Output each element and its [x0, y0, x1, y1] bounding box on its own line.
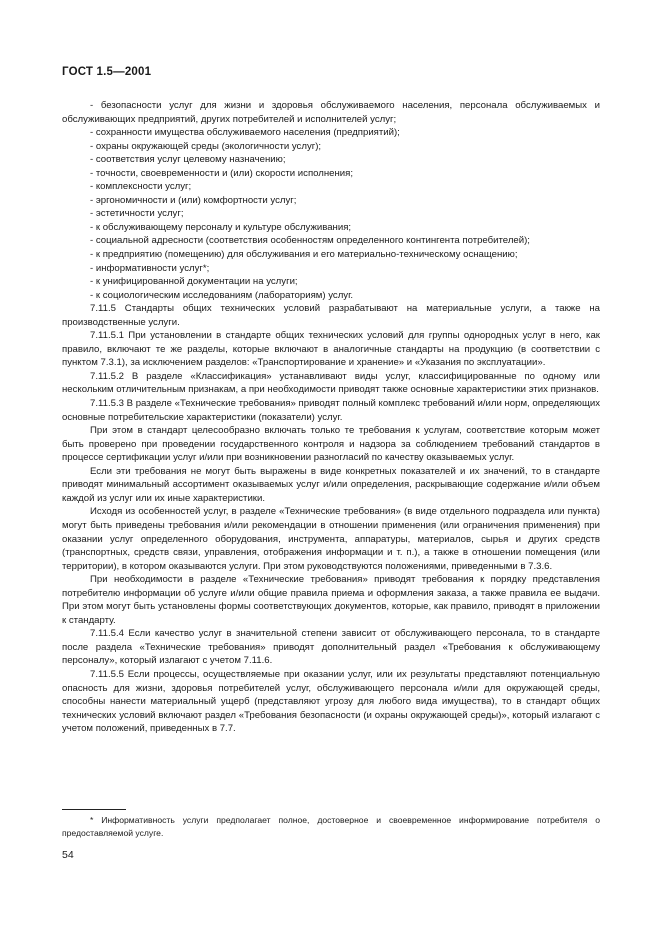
- paragraph: - эстетичности услуг;: [90, 208, 184, 220]
- paragraph: - к унифицированной документации на услуги;: [90, 276, 298, 288]
- footnote: * Информативность услуги предполагает полное, достоверное и своевременное информирование потребителя о предоставляемой услуге.: [62, 815, 600, 838]
- paragraph: - комплексности услуг;: [90, 181, 192, 193]
- footnote-divider: [62, 809, 126, 810]
- paragraph: - к предприятию (помещению) для обслуживания и его материально-техническому оснащению;: [90, 249, 518, 261]
- paragraph: - безопасности услуг для жизни и здоровья обслуживаемого населения, персонала обслуживаемых и обслуживающих предприятий, других потребителей и исполнителей услуг;: [62, 100, 600, 125]
- paragraph: При необходимости в разделе «Технические требования» приводят требования к порядку представления потребителю информации об услуге и/или общие правила приема и оформления заказа, а также правила ее выдачи. При этом могут быть установлены формы соответствующих документов, которые, как правило, приводят в приложении к стандарту.: [62, 574, 600, 626]
- paragraph: - сохранности имущества обслуживаемого населения (предприятий);: [90, 127, 400, 139]
- paragraph: - информативности услуг*;: [90, 262, 210, 274]
- paragraph: - к социологическим исследованиям (лабораториям) услуг.: [90, 289, 354, 301]
- paragraph: При этом в стандарт целесообразно включать только те требования к услугам, соответствие которым может быть проверено при проведении государственного контроля и надзора за соблюдением требований стандартов в процессе сертификации услуг и/или при возникновении разногласий по качеству оказываемых услуг.: [62, 425, 600, 464]
- paragraph: - эргономичности и (или) комфортности услуг;: [90, 194, 297, 206]
- paragraph: Исходя из особенностей услуг, в разделе «Технические требования» (в виде отдельного подраздела или пункта) могут быть приведены требования и/или рекомендации в отношении применения (или ограничения применения) при оказании услуг определенного оборудования, инструмента, аппаратуры, материалов, сырья и других средств (транспортных, средств связи, управления, отображения информации и т. п.), а также в отношении помещения (или территории), в котором оказываются услуги. При этом руководствуются положениями, приведенными в 7.3.6.: [62, 506, 600, 572]
- paragraph: Если эти требования не могут быть выражены в виде конкретных показателей и их значений, то в стандарте приводят минимальный ассортимент оказываемых услуг и/или определения, раскрывающие содержание и/или объем каждой из услуг или их иные характеристики.: [62, 465, 600, 504]
- document-header: ГОСТ 1.5—2001: [62, 66, 152, 78]
- paragraph: 7.11.5.2 В разделе «Классификация» устанавливают виды услуг, классифицированные по одному или нескольким отличительным признакам, а при необходимости приводят также основные характеристики этих признаков.: [62, 370, 600, 396]
- paragraph: - соответствия услуг целевому назначению;: [90, 154, 286, 166]
- paragraph: - точности, своевременности и (или) скорости исполнения;: [90, 167, 354, 179]
- paragraph: 7.11.5 Стандарты общих технических условий разрабатывают на материальные услуги, а также на производственные услуги.: [62, 303, 600, 328]
- paragraph: - социальной адресности (соответствия особенностям определенного контингента потребителей);: [90, 235, 530, 247]
- page-number: 54: [62, 849, 74, 861]
- body-text: [62, 99, 600, 736]
- paragraph: - к обслуживающему персоналу и культуре обслуживания;: [90, 221, 352, 233]
- paragraph: - охраны окружающей среды (экологичности услуг);: [90, 140, 322, 152]
- paragraph: 7.11.5.4 Если качество услуг в значительной степени зависит от обслуживающего персонала, то в стандарте после раздела «Технические требования» приводят дополнительный раздел «Требования к обслуживающему персоналу», который излагают с учетом 7.11.6.: [62, 628, 600, 667]
- paragraph: 7.11.5.1 При установлении в стандарте общих технических условий для группы однородных услуг в него, как правило, включают те же разделы, которые включают в аналогичные стандарты на продукцию (в соответствии с пунктом 7.3.1), за исключением разделов: «Транспортирование и хранение» и «Указания по эксплуатации».: [62, 330, 600, 369]
- paragraph: 7.11.5.5 Если процессы, осуществляемые при оказании услуг, или их результаты представляют потенциальную опасность для жизни, здоровья потребителей услуг, обслуживающего персонала и/или для окружающей среды, способны нанести материальный ущерб (представляют угрозу для любого вида имущества), то в стандарт общих технических условий включают раздел «Требования безопасности (и охраны окружающей среды)», который излагают с учетом положений, приведенных в 7.7.: [62, 668, 600, 735]
- paragraph: 7.11.5.3 В разделе «Технические требования» приводят полный комплекс требований и/или норм, определяющих основные потребительские характеристики (показатели) услуг.: [62, 398, 601, 423]
